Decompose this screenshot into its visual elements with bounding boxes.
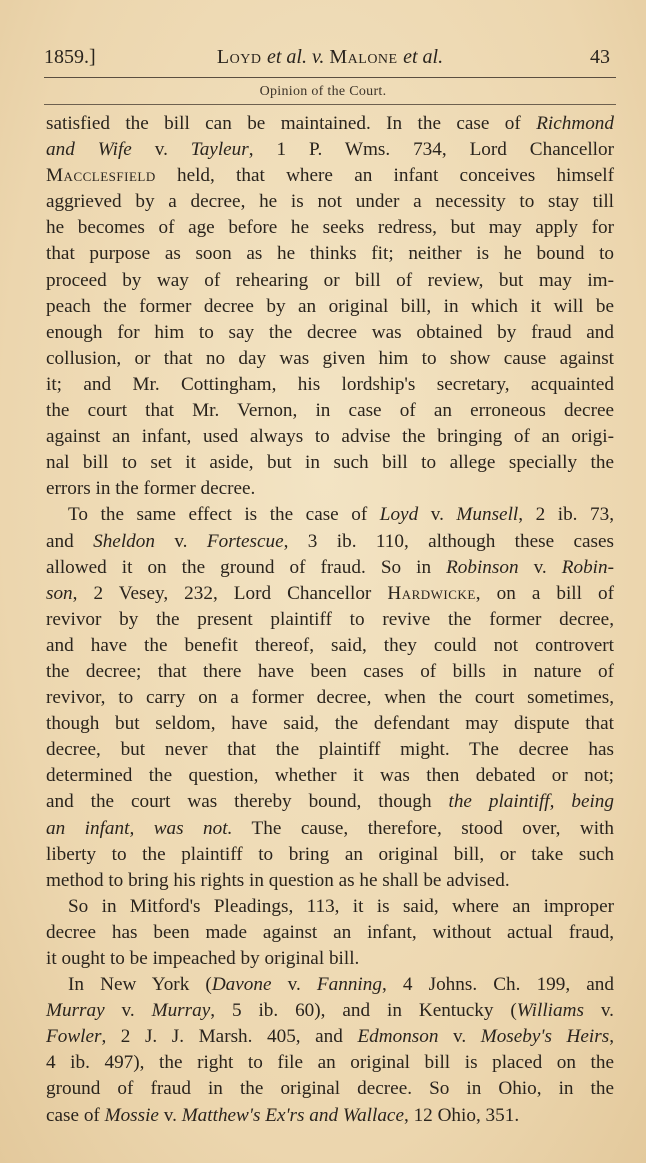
text-run: ground of fraud in the original decree. So in Ohio, in the (46, 1078, 614, 1100)
text-line (46, 346, 614, 372)
text-run: decree has been made against an infant, without actual fraud, (46, 921, 614, 943)
italic-citation: Munsell (456, 504, 519, 526)
text-run: proceed by way of rehearing or bill of review, but may im- (46, 269, 614, 291)
text-run: aggrieved by a decree, he is not under a necessity to stay till (46, 191, 614, 213)
header-party-1: Loyd (216, 46, 267, 68)
paragraph (46, 972, 614, 1129)
text-run: revivor by the present plaintiff to revive the former decree, (46, 608, 614, 630)
text-line (46, 398, 614, 424)
text-line (46, 476, 614, 502)
subheader-rule (44, 104, 616, 105)
text-line (46, 320, 614, 346)
italic-citation: Sheldon (93, 530, 155, 552)
section-subheader: Opinion of the Court. (259, 84, 387, 99)
header-party-2: Malone (329, 46, 404, 68)
italic-citation: the plaintiff, being (448, 791, 614, 813)
paragraph (46, 502, 614, 893)
page-number: 43 (590, 46, 610, 68)
italic-citation: Loyd (379, 504, 419, 526)
text-run: liberty to the plaintiff to bring an original bill, or take such (46, 843, 614, 865)
text-run: against an infant, used always to advise the bringing of an origi- (46, 426, 614, 448)
text-run: the court that Mr. Vernon, in case of an erroneous decree (46, 400, 614, 422)
text-line (46, 163, 614, 189)
text-run: v. (418, 504, 457, 526)
text-run: v. (438, 1026, 481, 1048)
text-line (46, 816, 614, 842)
text-line (46, 633, 614, 659)
text-run: the decree; that there have been cases of bills in nature of (46, 660, 614, 682)
text-run: , 2 J. J. Marsh. 405, and (101, 1026, 358, 1048)
italic-citation: Tayleur (190, 139, 249, 161)
text-run: errors in the former decree. (46, 478, 256, 500)
small-caps-name: Macclesfield (46, 165, 156, 187)
text-run: held, that where an infant conceives himself (155, 165, 614, 187)
text-run: 4 ib. 497), the right to file an original bill is placed on the (46, 1052, 614, 1074)
text-line (46, 1103, 614, 1129)
text-line (46, 137, 614, 163)
text-run: , 2 ib. 73, (518, 504, 614, 526)
italic-citation: Richmond (536, 113, 614, 134)
text-run: v. (131, 139, 191, 161)
text-line (46, 215, 614, 241)
text-line (46, 1076, 614, 1102)
header-et-al-2: et al. (403, 46, 444, 68)
text-run: and the court was thereby bound, though (46, 791, 449, 813)
text-run: In New York ( (68, 974, 212, 996)
text-line (46, 789, 614, 815)
text-line (46, 1050, 614, 1076)
text-run: though but seldom, have said, the defendant may dispute that (46, 713, 614, 735)
text-run: , 5 ib. 60), and in Kentucky ( (210, 1000, 517, 1022)
italic-citation: Williams (516, 1000, 584, 1022)
italic-citation: Mossie (104, 1104, 159, 1126)
text-run: and (46, 530, 94, 552)
italic-citation: Moseby's Heirs (480, 1026, 610, 1048)
text-line (46, 972, 614, 998)
text-line (46, 1024, 614, 1050)
text-run: decree, but never that the plaintiff might. The decree has (46, 739, 614, 761)
header-year: 1859.] (44, 46, 96, 68)
text-run: method to bring his rights in question as he shall be advised. (46, 869, 510, 891)
text-line (46, 607, 614, 633)
text-run: v. (583, 1000, 614, 1022)
text-run: , 12 Ohio, 351. (403, 1104, 520, 1126)
running-header (44, 44, 616, 72)
text-run: it ought to be impeached by original bill. (46, 948, 360, 969)
paragraph (46, 894, 614, 972)
text-line (46, 111, 614, 137)
text-line (46, 450, 614, 476)
text-run: , 3 ib. 110, although these cases (283, 530, 614, 552)
paragraph (46, 111, 614, 502)
italic-citation: Fortescue (206, 530, 284, 552)
italic-citation: Matthew's Ex'rs and Wallace (181, 1104, 404, 1126)
header-et-al-1: et al. (266, 46, 307, 68)
text-line (46, 998, 614, 1024)
text-line (46, 268, 614, 294)
text-run: it; and Mr. Cottingham, his lordship's secretary, acquainted (46, 373, 614, 395)
text-run: , (609, 1026, 614, 1048)
text-run: enough for him to say the decree was obtained by fraud and (46, 321, 614, 343)
italic-citation: Davone (211, 974, 272, 996)
text-run: he becomes of age before he seeks redress, but may apply for (46, 217, 614, 239)
small-caps-name: Hardwicke (387, 582, 476, 604)
text-line (46, 842, 614, 868)
text-run: that purpose as soon as he thinks fit; neither is he bound to (46, 243, 614, 265)
text-run: The cause, therefore, stood over, with (232, 817, 614, 839)
text-run: collusion, or that no day was given him to show cause against (46, 347, 614, 369)
text-run: allowed it on the ground of fraud. So in (46, 556, 447, 578)
text-run: peach the former decree by an original bill, in which it will be (46, 295, 614, 317)
italic-citation: Fowler (46, 1026, 102, 1048)
header-versus: v. (306, 46, 330, 68)
text-line (46, 920, 614, 946)
text-run: v. (104, 1000, 152, 1022)
text-run: case of (46, 1104, 105, 1126)
text-run: revivor, to carry on a former decree, when the court sometimes, (46, 687, 614, 709)
text-run: To the same effect is the case of (68, 504, 380, 526)
text-line (46, 424, 614, 450)
italic-citation: and Wife (46, 139, 132, 161)
header-rule (44, 77, 616, 78)
text-line (46, 189, 614, 215)
text-line (46, 372, 614, 398)
text-run: , 2 Vesey, 232, Lord Chancellor (72, 582, 388, 604)
text-run: So in Mitford's Pleadings, 113, it is said, where an improper (68, 895, 614, 917)
text-line (46, 529, 614, 555)
text-run: , 1 P. Wms. 734, Lord Chancellor (248, 139, 614, 161)
italic-citation: an infant, was not. (46, 817, 233, 839)
text-line (46, 685, 614, 711)
text-run: v. (271, 974, 317, 996)
header-case-title (44, 46, 616, 69)
text-run: , 4 Johns. Ch. 199, and (381, 974, 614, 996)
text-line (46, 241, 614, 267)
text-run: , on a bill of (475, 582, 614, 604)
text-run: v. (158, 1104, 182, 1126)
text-line (46, 894, 614, 920)
text-line (46, 946, 614, 972)
italic-citation: son (46, 582, 73, 604)
text-line (46, 737, 614, 763)
text-run: satisfied the bill can be maintained. In the case of (46, 113, 537, 134)
text-line (46, 555, 614, 581)
text-line (46, 868, 614, 894)
text-line (46, 581, 614, 607)
italic-citation: Robin- (561, 556, 614, 578)
text-line (46, 502, 614, 528)
italic-citation: Fanning (316, 974, 382, 996)
text-run: v. (154, 530, 207, 552)
text-run: and have the benefit thereof, said, they could not controvert (46, 634, 614, 656)
italic-citation: Murray (151, 1000, 211, 1022)
italic-citation: Robinson (446, 556, 519, 578)
text-run: nal bill to set it aside, but in such bill to allege specially the (46, 452, 614, 474)
italic-citation: Edmonson (357, 1026, 439, 1048)
text-line (46, 294, 614, 320)
italic-citation: Murray (46, 1000, 105, 1022)
text-line (46, 763, 614, 789)
opinion-text (46, 111, 614, 1129)
text-run: v. (518, 556, 562, 578)
text-line (46, 659, 614, 685)
text-line (46, 711, 614, 737)
text-run: determined the question, whether it was then debated or not; (46, 765, 614, 787)
